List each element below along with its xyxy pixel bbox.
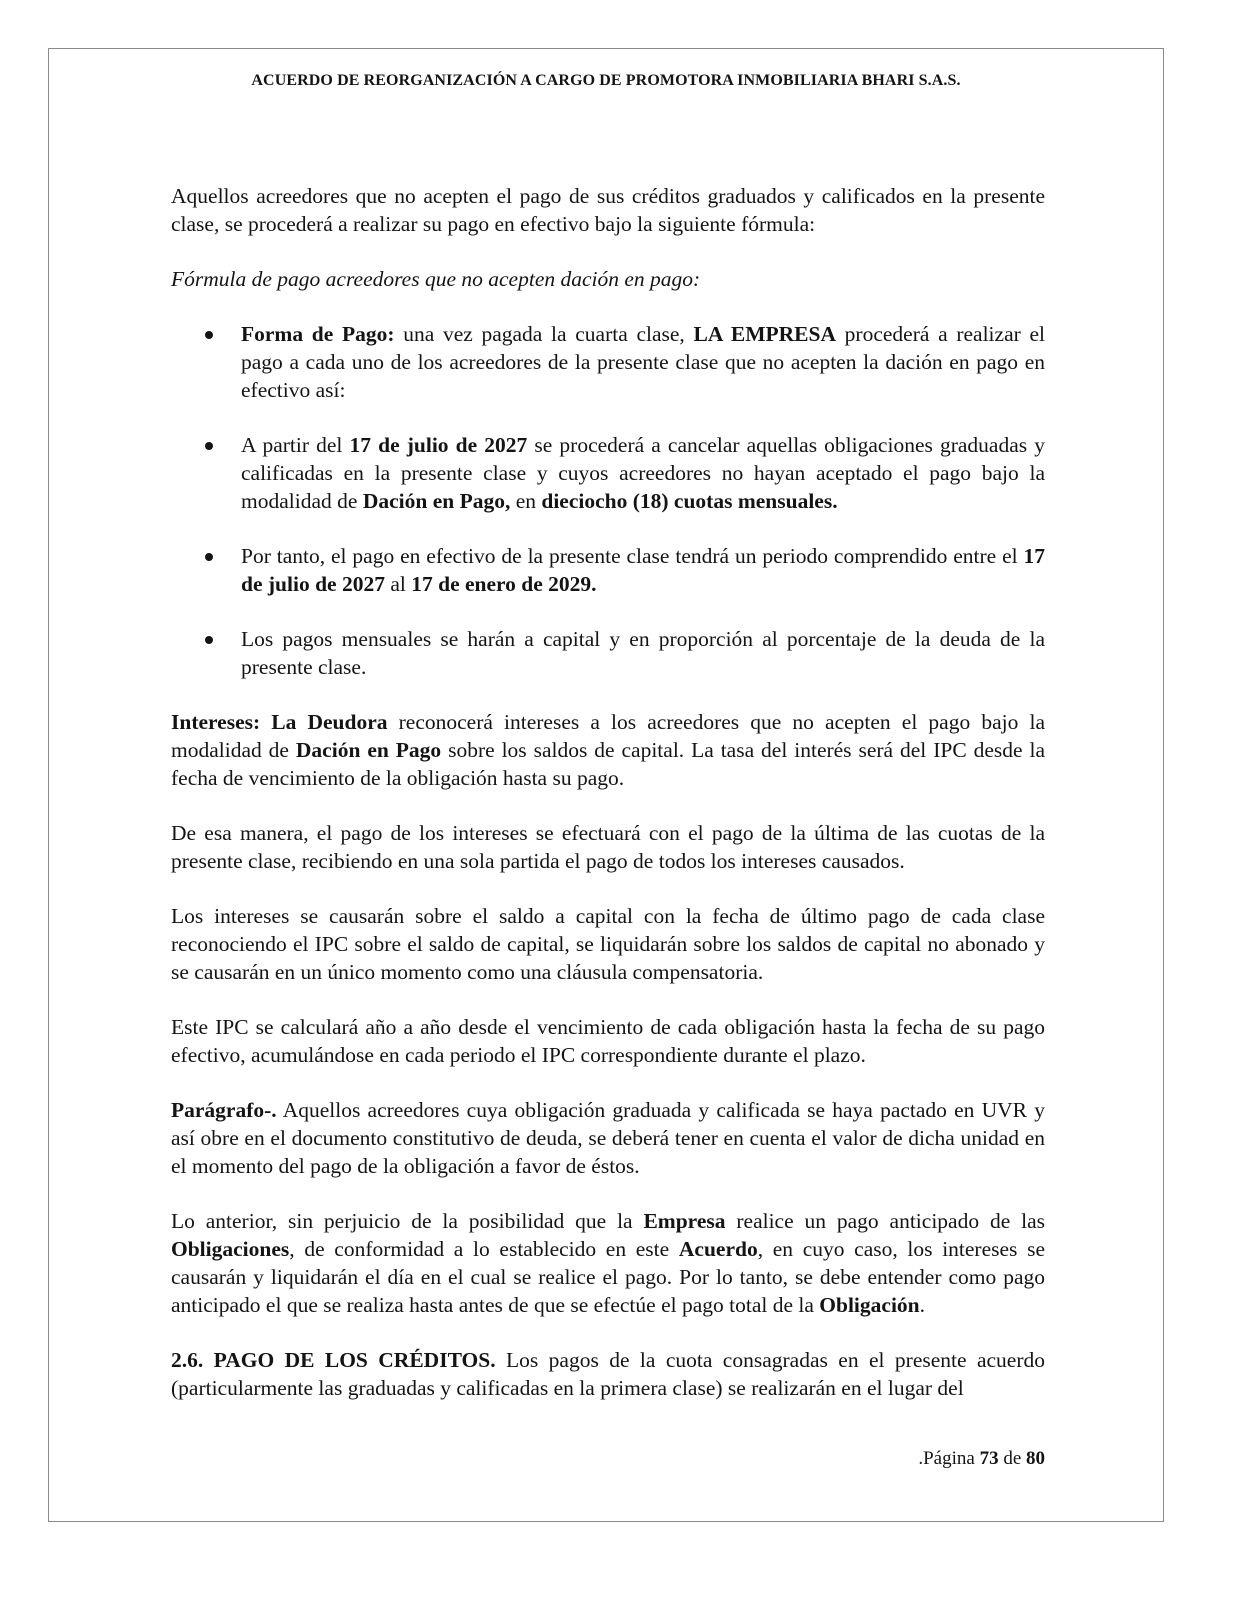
paragraph-interest: Intereses: La Deudora reconocerá intereses a los acreedores que no acepten el pago bajo la modalidad de Dación en Pago sobre los saldos de capital. La tasa del interés será del IPC desde la fecha de vencimiento de la obligación hasta su pago.: [171, 710, 1045, 790]
bullet-icon: [205, 636, 213, 644]
list-item-start-date: A partir del 17 de julio de 2027 se procederá a cancelar aquellas obligaciones graduadas y calificadas en la presente clase y cuyos acreedores no hayan aceptado el pago bajo la modalidad de Dación en Pago, en dieciocho (18) cuotas mensuales.: [171, 431, 1045, 515]
paragraph-ipc: Este IPC se calculará año a año desde el vencimiento de cada obligación hasta la fecha de su pago efectivo, acumulándose en cada periodo el IPC correspondiente durante el plazo.: [171, 1015, 1045, 1067]
paragraph-section-2-6: 2.6. PAGO DE LOS CRÉDITOS. Los pagos de la cuota consagradas en el presente acuerdo (particularmente las graduadas y calificadas en la primera clase) se realizarán en el lugar del: [171, 1348, 1045, 1400]
bullet-icon: [205, 553, 213, 561]
document-header: ACUERDO DE REORGANIZACIÓN A CARGO DE PROMOTORA INMOBILIARIA BHARI S.A.S.: [251, 72, 961, 89]
bullet-icon: [205, 331, 213, 339]
list-item-payment-period: Por tanto, el pago en efectivo de la presente clase tendrá un periodo comprendido entre el 17 de julio de 2027 al 17 de enero de 2029.: [171, 542, 1045, 598]
bullet-icon: [205, 442, 213, 450]
paragraph-interest-payment: De esa manera, el pago de los intereses se efectuará con el pago de la última de las cuotas de la presente clase, recibiendo en una sola partida el pago de todos los intereses causados.: [171, 821, 1045, 873]
list-item-monthly-payments: Los pagos mensuales se harán a capital y en proporción al porcentaje de la deuda de la presente clase.: [171, 625, 1045, 681]
paragraph-interest-accrual: Los intereses se causarán sobre el saldo a capital con la fecha de último pago de cada clase reconociendo el IPC sobre el saldo de capital, se liquidarán sobre los saldos de capital no abonado y se causarán en un único momento como una cláusula compensatoria.: [171, 904, 1045, 984]
payment-terms-list: [171, 320, 1045, 681]
paragraph-early-payment: Lo anterior, sin perjuicio de la posibilidad que la Empresa realice un pago anticipado de las Obligaciones, de conformidad a lo establecido en este Acuerdo, en cuyo caso, los intereses se causarán y liquidarán el día en el cual se realice el pago. Por lo tanto, se debe entender como pago anticipado el que se realiza hasta antes de que se efectúe el pago total de la Obligación.: [171, 1209, 1045, 1317]
formula-heading: Fórmula de pago acreedores que no acepten dación en pago:: [171, 267, 701, 291]
page-number: .Página 73 de 80: [918, 1448, 1045, 1469]
list-item-payment-form: Forma de Pago: una vez pagada la cuarta clase, LA EMPRESA procederá a realizar el pago a cada uno de los acreedores de la presente clase que no acepten la dación en pago en efectivo así:: [171, 320, 1045, 404]
document-body: [171, 182, 1045, 1429]
paragraph-intro: Aquellos acreedores que no acepten el pago de sus créditos graduados y calificados en la presente clase, se procederá a realizar su pago en efectivo bajo la siguiente fórmula:: [171, 184, 1045, 236]
paragraph-paragrafo: Parágrafo-. Aquellos acreedores cuya obligación graduada y calificada se haya pactado en UVR y así obre en el documento constitutivo de deuda, se deberá tener en cuenta el valor de dicha unidad en el momento del pago de la obligación a favor de éstos.: [171, 1098, 1045, 1178]
